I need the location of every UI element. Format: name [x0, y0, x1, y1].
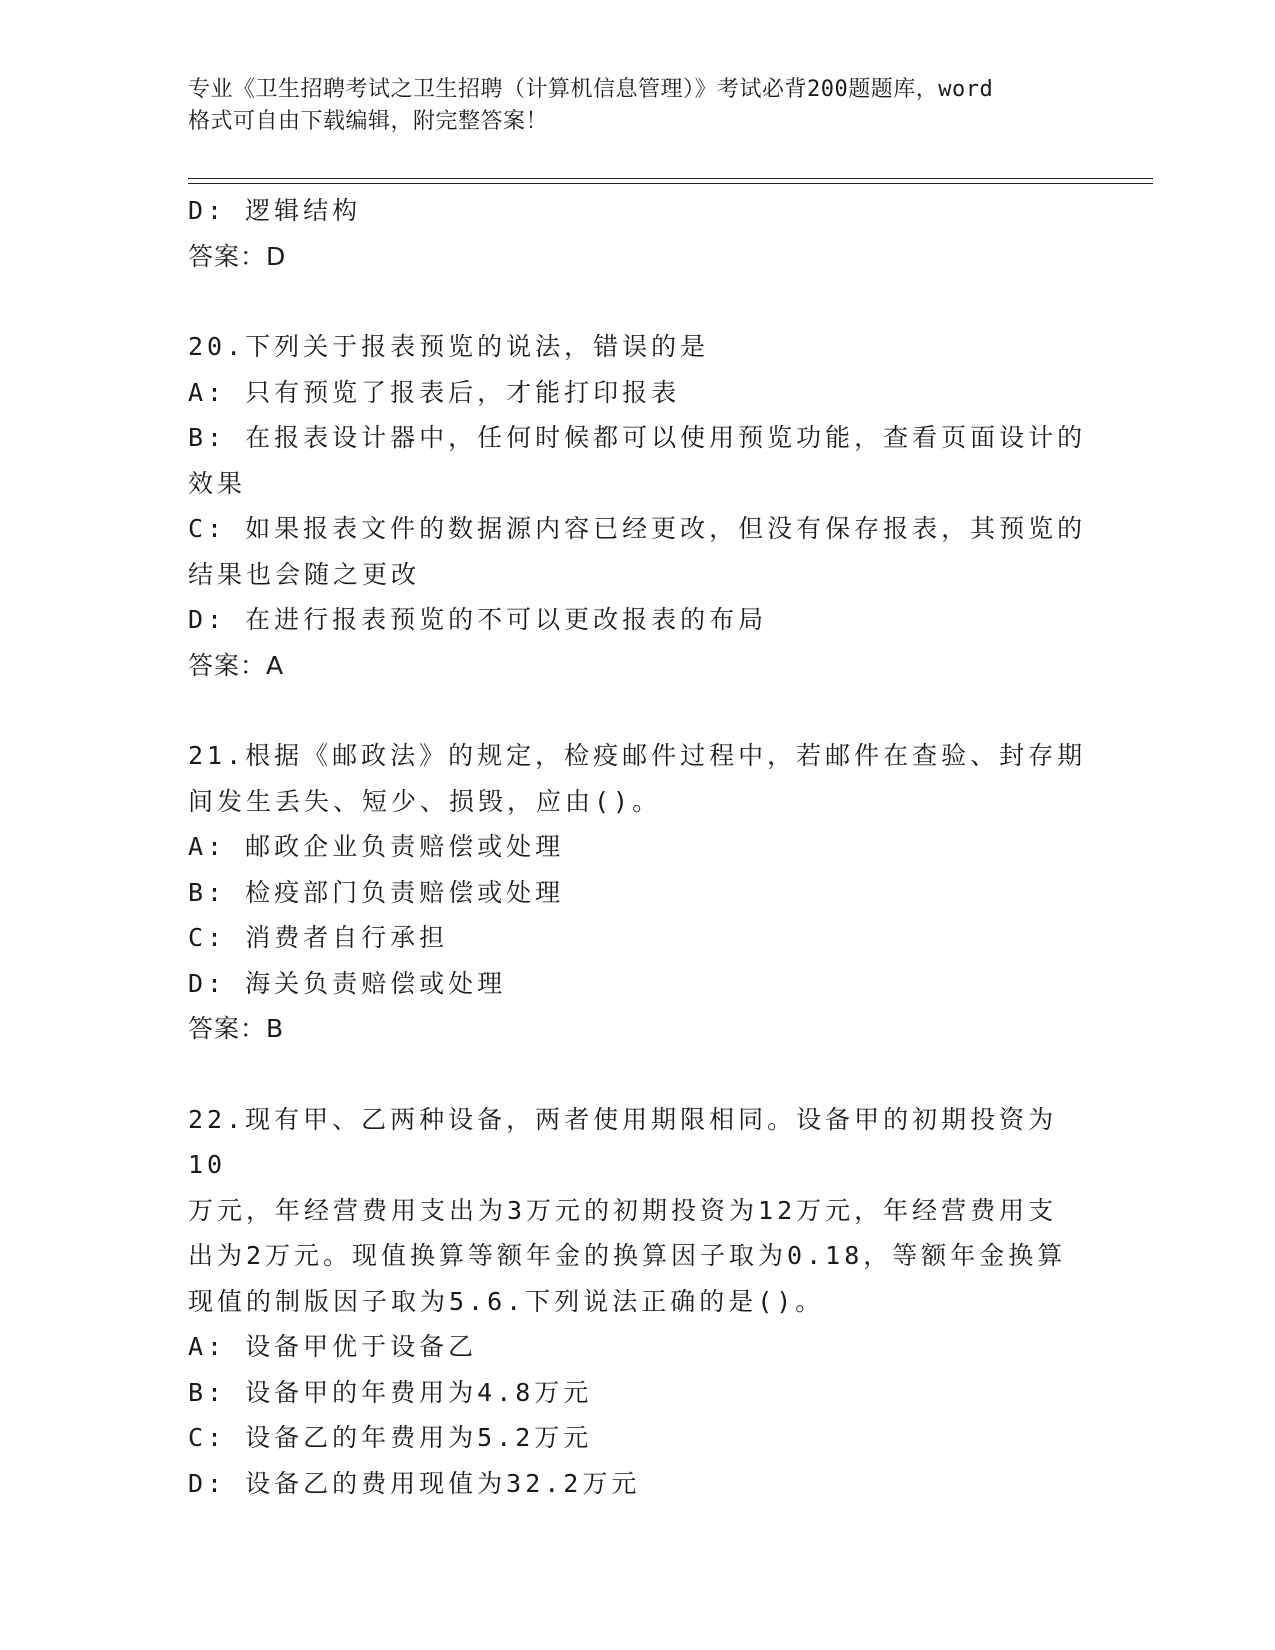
option-a: A: 设备甲优于设备乙	[188, 1332, 478, 1361]
option-d: D: 在进行报表预览的不可以更改报表的布局	[188, 605, 768, 634]
option-c: C: 消费者自行承担	[188, 923, 449, 952]
option-b: B: 设备甲的年费用为4.8万元	[188, 1377, 593, 1407]
option-b-continued: 效果	[188, 468, 247, 498]
answer: 答案：B	[188, 1014, 285, 1043]
option-a: A: 邮政企业负责赔偿或处理	[188, 832, 565, 861]
header-line-2: 格式可自由下载编辑，附完整答案！	[188, 109, 549, 134]
question-list	[188, 188, 1088, 1506]
header-divider-bottom	[188, 183, 1153, 184]
header-divider-top	[188, 178, 1153, 179]
question-20	[188, 324, 1088, 688]
option-b: B: 在报表设计器中，任何时候都可以使用预览功能，查看页面设计的	[188, 423, 1087, 452]
option-c: C: 设备乙的年费用为5.2万元	[188, 1423, 593, 1452]
option-b: B: 检疫部门负责赔偿或处理	[188, 877, 565, 907]
question-stem: 21.根据《邮政法》的规定，检疫邮件过程中，若邮件在查验、封存期	[188, 741, 1087, 770]
spacer	[188, 279, 1088, 324]
question-stem-continued: 万元，年经营费用支出为3万元的初期投资为12万元，年经营费用支	[188, 1195, 1058, 1225]
option-d: D: 逻辑结构	[188, 196, 362, 225]
question-22	[188, 1097, 1088, 1507]
document-header	[188, 74, 1088, 138]
question-stem-continued: 现值的制版因子取为5.6.下列说法正确的是()。	[188, 1286, 825, 1316]
spacer	[188, 1052, 1088, 1097]
option-c-continued: 结果也会随之更改	[188, 559, 421, 589]
question-stem-continued: 出为2万元。现值换算等额年金的换算因子取为0.18，等额年金换算	[188, 1241, 1067, 1270]
option-d: D: 设备乙的费用现值为32.2万元	[188, 1468, 641, 1498]
question-stem: 20.下列关于报表预览的说法，错误的是	[188, 332, 710, 361]
spacer	[188, 688, 1088, 733]
question-21	[188, 733, 1088, 1052]
question-stem: 22.现有甲、乙两种设备，两者使用期限相同。设备甲的初期投资为10	[188, 1104, 1058, 1179]
question-stem-continued: 间发生丢失、短少、损毁，应由()。	[188, 786, 662, 816]
answer: 答案：A	[188, 650, 285, 680]
question-19-tail	[188, 188, 1088, 279]
option-d: D: 海关负责赔偿或处理	[188, 968, 507, 998]
option-a: A: 只有预览了报表后，才能打印报表	[188, 377, 681, 407]
header-line-1: 专业《卫生招聘考试之卫生招聘（计算机信息管理）》考试必背200题题库，word	[188, 77, 994, 102]
answer: 答案：D	[188, 241, 287, 271]
option-c: C: 如果报表文件的数据源内容已经更改，但没有保存报表，其预览的	[188, 514, 1087, 543]
